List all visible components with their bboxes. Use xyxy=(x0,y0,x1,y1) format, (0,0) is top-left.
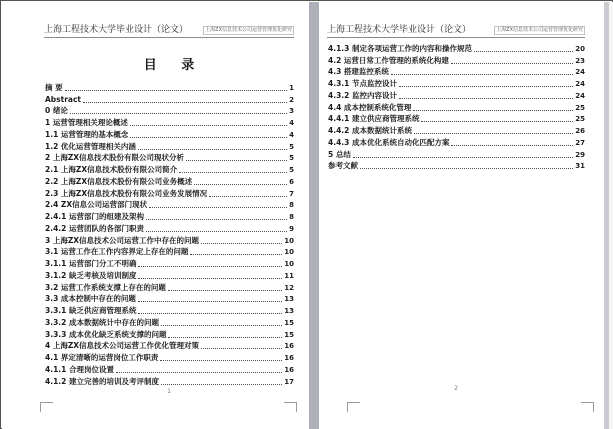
toc-entry-page-number: 31 xyxy=(575,162,585,171)
toc-leader-dots xyxy=(186,159,287,161)
toc-entry-label: 2.2 上海ZX信息技术股份有限公司业务概述 xyxy=(45,176,193,186)
toc-title: 目 录 xyxy=(143,58,205,73)
toc-entry-label: 1.1 运营管理的基本概念 xyxy=(45,129,129,139)
toc-entry-label: 2.3 上海ZX信息技术股份有限公司业务发展情况 xyxy=(45,188,208,198)
toc-entry[interactable] xyxy=(45,81,294,93)
toc-entry-page-number: 9 xyxy=(289,224,294,233)
toc-entry-page-number: 8 xyxy=(289,213,294,221)
toc-entry-label: 0 绪论 xyxy=(45,106,68,116)
toc-entry-label: 3.3.1 缺乏供应商管理系统 xyxy=(45,306,137,315)
toc-entry-page-number: 24 xyxy=(575,80,585,88)
toc-entry[interactable] xyxy=(45,140,294,152)
toc-entry[interactable] xyxy=(328,113,585,125)
toc-entry-label: 4.2 运营日常工作管理的系统化构建 xyxy=(328,55,449,65)
toc-entry-label: 4.4.3 成本优化系统自动化匹配方案 xyxy=(328,137,450,147)
toc-entry-page-number: 20 xyxy=(575,44,585,53)
toc-entry-label: 3.2 运营工作系统支撑上存在的问题 xyxy=(45,282,166,292)
toc-entry-page-number: 17 xyxy=(284,377,294,386)
toc-entry[interactable] xyxy=(328,89,585,101)
toc-entry-page-number: 7 xyxy=(289,189,294,198)
toc-entry[interactable] xyxy=(45,175,294,187)
toc-leader-dots xyxy=(83,101,287,103)
toc-entry[interactable] xyxy=(45,257,294,269)
margin-corner-mark xyxy=(40,402,53,412)
toc-entry[interactable] xyxy=(45,351,294,363)
header-subtitle: 上海ZX信息技术公司运营管理优化研究 xyxy=(496,27,583,33)
toc-entry-page-number: 5 xyxy=(289,142,294,151)
toc-leader-dots xyxy=(146,230,287,232)
toc-leader-dots xyxy=(168,289,282,291)
toc-entry-label: 4.4.2 成本数据统计系统 xyxy=(328,126,412,135)
toc-entry-label: 4.3.1 节点监控设计 xyxy=(328,79,397,88)
toc-entry[interactable] xyxy=(45,269,294,281)
toc-list xyxy=(45,81,294,387)
toc-leader-dots xyxy=(161,383,282,385)
toc-entry-page-number: 13 xyxy=(284,295,294,304)
toc-entry[interactable] xyxy=(45,128,294,140)
toc-leader-dots xyxy=(149,206,287,208)
toc-leader-dots xyxy=(399,85,573,87)
toc-entry-label: 2.4 ZX信息公司运营部门现状 xyxy=(45,200,148,210)
toc-leader-dots xyxy=(65,89,288,91)
toc-entry-label: 4.1 界定清晰的运营岗位工作职责 xyxy=(45,353,159,362)
toc-leader-dots xyxy=(201,242,282,244)
toc-entry-page-number: 10 xyxy=(284,260,294,268)
toc-entry-label: 4.4.1 建立供应商管理系统 xyxy=(328,114,420,124)
header-subtitle: 上海ZX信息技术公司运营管理优化研究 xyxy=(205,27,292,33)
toc-leader-dots xyxy=(201,347,282,349)
toc-entry-page-number: 15 xyxy=(284,330,294,339)
toc-entry-label: 3.3.2 成本数据统计中存在的问题 xyxy=(45,317,159,327)
toc-entry-label: 4.3 搭建监控系统 xyxy=(328,67,389,77)
toc-entry-page-number: 5 xyxy=(289,166,294,174)
toc-entry-label: 3.3 成本控制中存在的问题 xyxy=(45,294,136,304)
toc-entry-page-number: 2 xyxy=(289,95,294,104)
page-gap xyxy=(309,2,319,429)
toc-entry-label: 4.1.1 合理岗位设置 xyxy=(45,364,114,374)
margin-corner-mark xyxy=(284,402,297,412)
toc-entry[interactable] xyxy=(45,234,294,246)
toc-entry-page-number: 4 xyxy=(289,130,294,139)
toc-entry-label: 3 上海ZX信息技术公司运营工作中存在的问题 xyxy=(45,235,200,245)
toc-entry-label: 2 上海ZX信息技术股份有限公司现状分析 xyxy=(45,153,185,163)
toc-entry[interactable] xyxy=(45,340,294,352)
toc-leader-dots xyxy=(168,336,282,338)
toc-leader-dots xyxy=(399,97,573,99)
toc-entry[interactable] xyxy=(45,163,294,175)
toc-entry[interactable] xyxy=(328,54,585,66)
page-header xyxy=(44,22,294,38)
toc-leader-dots xyxy=(414,132,573,134)
toc-leader-dots xyxy=(138,148,287,150)
toc-entry[interactable] xyxy=(45,210,294,222)
toc-entry-label: 4.3.2 监控内容设计 xyxy=(328,90,397,100)
toc-entry-page-number: 29 xyxy=(575,150,585,159)
toc-leader-dots xyxy=(116,371,282,373)
toc-entry-label: 参考文献 xyxy=(328,161,358,171)
toc-entry[interactable] xyxy=(45,375,294,387)
toc-entry-page-number: 16 xyxy=(284,342,294,351)
toc-entry-page-number: 12 xyxy=(284,283,294,292)
toc-leader-dots xyxy=(138,312,282,314)
toc-entry[interactable] xyxy=(328,101,585,113)
toc-entry-label: 1 运营管理相关理论概述 xyxy=(45,118,128,127)
toc-entry-label: 摘 要 xyxy=(45,82,63,92)
toc-entry-label: 4.1.2 建立完善的培训及考评制度 xyxy=(45,376,159,386)
toc-entry-page-number: 16 xyxy=(284,365,294,374)
toc-entry-page-number: 26 xyxy=(575,127,585,135)
toc-entry[interactable] xyxy=(45,105,294,117)
toc-entry[interactable] xyxy=(328,136,585,148)
toc-leader-dots xyxy=(179,171,287,173)
toc-leader-dots xyxy=(161,324,282,326)
toc-leader-dots xyxy=(209,195,287,197)
toc-entry-label: 1.2 优化运营管理相关内涵 xyxy=(45,141,136,151)
toc-entry-page-number: 27 xyxy=(575,138,585,147)
toc-entry-page-number: 11 xyxy=(284,271,294,280)
toc-leader-dots xyxy=(474,50,573,52)
toc-entry[interactable] xyxy=(328,124,585,136)
toc-entry-label: Abstract xyxy=(45,94,82,104)
toc-entry-label: 5 总结 xyxy=(328,149,351,159)
toc-leader-dots xyxy=(130,124,287,126)
toc-entry-page-number: 16 xyxy=(284,354,294,362)
toc-leader-dots xyxy=(421,120,573,122)
toc-entry-page-number: 5 xyxy=(289,154,294,163)
toc-leader-dots xyxy=(146,218,287,220)
page-header xyxy=(327,22,585,38)
toc-entry-page-number: 1 xyxy=(289,83,294,92)
toc-entry-label: 3.3.3 成本优化缺乏系统支撑的问题 xyxy=(45,329,167,339)
toc-leader-dots xyxy=(130,136,287,138)
toc-entry[interactable] xyxy=(328,66,585,78)
toc-leader-dots xyxy=(194,183,287,185)
toc-entry[interactable] xyxy=(45,93,294,105)
toc-leader-dots xyxy=(138,300,282,302)
toc-entry[interactable] xyxy=(328,42,585,54)
header-title: 上海工程技术大学毕业设计（论文） xyxy=(327,25,472,35)
toc-leader-dots xyxy=(138,265,282,267)
toc-entry-page-number: 25 xyxy=(575,103,585,112)
document-page-2 xyxy=(319,2,604,429)
toc-leader-dots xyxy=(70,112,287,114)
page-number-footer: 1 xyxy=(167,388,171,395)
toc-entry[interactable] xyxy=(45,281,294,293)
toc-entry[interactable] xyxy=(45,152,294,164)
toc-entry-page-number: 6 xyxy=(289,177,294,186)
toc-entry-page-number: 15 xyxy=(284,318,294,327)
toc-leader-dots xyxy=(190,253,282,255)
toc-entry[interactable] xyxy=(45,246,294,258)
toc-entry-label: 2.4.2 运营团队的各部门职责 xyxy=(45,223,144,233)
toc-leader-dots xyxy=(138,277,282,279)
toc-entry[interactable] xyxy=(45,316,294,328)
toc-entry[interactable] xyxy=(45,304,294,316)
workspace-edge xyxy=(609,2,613,429)
toc-entry-page-number: 10 xyxy=(284,236,294,245)
toc-entry-label: 3.1.2 缺乏考核及培训制度 xyxy=(45,270,137,280)
toc-entry[interactable] xyxy=(45,199,294,211)
toc-entry-page-number: 10 xyxy=(284,248,294,257)
toc-entry-label: 4.4 成本控制系统化管理 xyxy=(328,102,412,112)
toc-entry[interactable] xyxy=(45,116,294,128)
toc-entry[interactable] xyxy=(328,77,585,89)
toc-leader-dots xyxy=(451,144,573,146)
toc-entry-page-number: 24 xyxy=(575,68,585,77)
toc-leader-dots xyxy=(451,62,573,64)
toc-entry-label: 2.1 上海ZX信息技术股份有限公司简介 xyxy=(45,165,178,174)
toc-entry-label: 4 上海ZX信息技术公司运营工作优化管理对策 xyxy=(45,341,200,351)
margin-corner-mark xyxy=(347,402,360,412)
margin-corner-mark xyxy=(581,402,594,412)
toc-entry-page-number: 25 xyxy=(575,115,585,124)
header-title: 上海工程技术大学毕业设计（论文） xyxy=(44,25,189,35)
toc-entry-page-number: 13 xyxy=(284,307,294,315)
toc-entry-label: 3.1.1 运营部门分工不明确 xyxy=(45,259,137,268)
toc-leader-dots xyxy=(160,359,282,361)
toc-leader-dots xyxy=(353,156,573,158)
toc-entry-label: 4.1.3 制定各项运营工作的内容和操作规范 xyxy=(328,43,472,53)
toc-list xyxy=(328,42,585,171)
toc-entry-page-number: 3 xyxy=(289,107,294,116)
toc-leader-dots xyxy=(391,73,573,75)
toc-entry[interactable] xyxy=(45,363,294,375)
toc-entry[interactable] xyxy=(45,187,294,199)
toc-entry[interactable] xyxy=(45,328,294,340)
toc-entry-page-number: 8 xyxy=(289,201,294,210)
toc-leader-dots xyxy=(360,167,573,169)
toc-entry-label: 3.1 运营工作在工作内容界定上存在的问题 xyxy=(45,247,189,257)
page-number-footer: 2 xyxy=(454,385,458,392)
toc-entry[interactable] xyxy=(328,148,585,160)
document-page-1 xyxy=(2,2,309,429)
toc-leader-dots xyxy=(413,109,573,111)
toc-entry-page-number: 4 xyxy=(289,119,294,127)
toc-entry-page-number: 24 xyxy=(575,91,585,100)
toc-entry[interactable] xyxy=(45,222,294,234)
toc-entry-label: 2.4.1 运营部门的组建及架构 xyxy=(45,212,144,221)
toc-entry-page-number: 23 xyxy=(575,56,585,65)
toc-entry[interactable] xyxy=(328,160,585,172)
toc-entry[interactable] xyxy=(45,293,294,305)
